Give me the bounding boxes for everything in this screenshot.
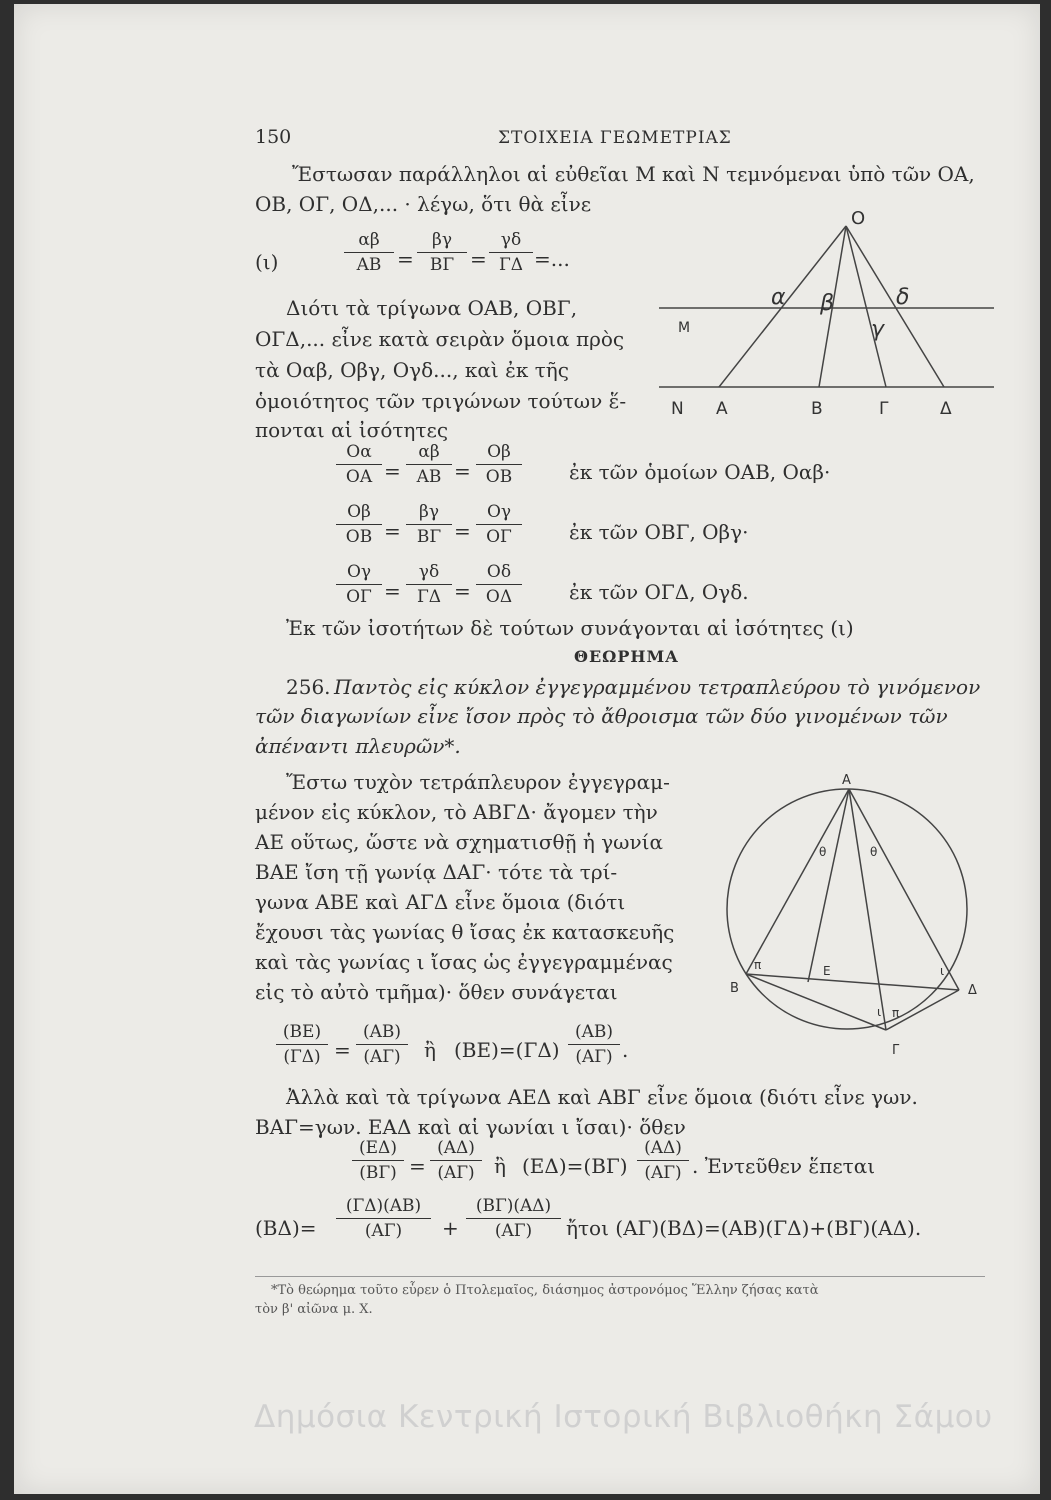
theorem-line-3: ἀπέναντι πλευρῶν*. [255,734,461,758]
label-delta-point: Δ [968,983,977,998]
fraction-numerator: αβ [358,230,380,250]
proof-line: Διότι τὰ τρίγωνα ΟΑΒ, ΟΒΓ, [286,296,578,320]
label-gamma-point: Γ [892,1043,900,1058]
ratio-fraction: Οα ΟΑ [336,442,382,487]
book-page: 150 ΣΤΟΙΧΕΙΑ ΓΕΩΜΕΤΡΙΑΣ Ἔστωσαν παράλληλοι αἱ εὐθεῖαι Μ καὶ Ν τεμνόμεναι ὑπὸ τῶν ΟΑ, ΟΒ, ΟΓ, ΟΔ,... · λέγω, ὅτι θὰ εἶνε (ι) αβ ΑΒ = βγ ΒΓ = γδ ΓΔ =... Διότι τὰ τρίγωνα ΟΑΒ, ΟΒΓ, ΟΓΔ,... εἶνε κατὰ σειρὰν ὅμοια πρὸς τὰ Οαβ, Οβγ, Ογδ..., καὶ ἐκ τῆς ὁμοιότητος τῶν τριγώνων τούτων ἕ- πονται αἱ ἰσότητες O α β γ δ M N A B Γ Δ Οα ΟΑ = αβ ΑΒ = Οβ ΟΒ ἐκ τῶν ὁμοίων ΟΑΒ, Οαβ· Οβ ΟΒ = βγ ΒΓ = Ογ ΟΓ ἐκ τῶν ΟΒΓ, Οβγ· Ογ ΟΓ = γδ ΓΔ = Οδ ΟΔ ἐκ τῶν ΟΓΔ, Ογδ. Ἐκ τῶν ἰσοτήτων δὲ τούτων συνάγονται αἱ ἰσότητες (ι) ΘΕΩΡΗΜΑ 256. Παντὸς εἰς κύκλον ἐγγεγραμμένου τετραπλεύρου τὸ γινόμενον τῶν διαγωνίων εἶνε ἴσον πρὸς τὸ ἄθροισμα τῶν δύο γινομένων τῶν ἀπέναντι πλευρῶν*. Ἔστω τυχὸν τετράπλευρον ἐγγεγραμ- μένον εἰς κύκλον, τὸ ΑΒΓΔ· ἄγομεν τὴν ΑΕ οὕτως, ὥστε νὰ σχηματισθῇ ἡ γωνία ΒΑΕ ἴση τῇ γωνίᾳ ΔΑΓ· τότε τὰ τρί- γωνα ΑΒΕ καὶ ΑΓΔ εἶνε ὅμοια (διότι ἔχουσι τὰς γωνίας θ ἴσας ἐκ κατασκευῆς καὶ τὰς γωνίας ι ἴσας ὡς ἐγγεγραμμένας εἰς τὸ αὐτὸ τμῆμα)· ὅθεν συνάγεται A B Γ Δ E θ θ π π ι ι (ΒΕ) (ΓΔ) = (ΑΒ) (ΑΓ) ἢ (ΒΕ)=(ΓΔ) (ΑΒ) (ΑΓ) . Ἀλλὰ καὶ τὰ τρίγωνα ΑΕΔ καὶ ΑΒΓ εἶνε ὅμοια (διότι εἶνε γων. ΒΑΓ=γων. ΕΑΔ καὶ αἱ γωνίαι ι ἴσαι)· ὅθεν (ΕΔ) (ΒΓ) = (ΑΔ) (ΑΓ) ἢ (ΕΔ)=(ΒΓ) (ΑΔ) (ΑΓ) . Ἐντεῦθεν ἕπεται (ΒΔ)= (ΓΔ)(ΑΒ) (ΑΓ) + (ΒΓ)(ΑΔ) (ΑΓ) ἤτοι (ΑΓ)(ΒΔ)=(ΑΒ)(ΓΔ)+(ΒΓ)(ΑΔ). *Τὸ θεώρημα τοῦτο εὗρεν ὁ Πτολεμαῖος, διάσημος ἀστρονόμος Ἕλλην ζήσας κατὰ τὸν β' αἰῶνα μ. Χ. Δημόσια Κεντρική Ιστορική Βιβλιοθήκη Σάμου [14,4,1040,1494]
eq3-fraction-1: (ΕΔ) (ΒΓ) [352,1138,404,1183]
ratio-fraction: βγ ΒΓ [406,502,452,547]
body-line: Ἔστω τυχὸν τετράπλευρον ἐγγεγραμ- [286,770,670,794]
fraction-numerator: βγ [432,230,452,250]
ratio-fraction: αβ ΑΒ [406,442,452,487]
body-line: Ἀλλὰ καὶ τὰ τρίγωνα ΑΕΔ καὶ ΑΒΓ εἶνε ὅμοια (διότι εἶνε γων. [286,1085,918,1109]
proof-line: ΟΓΔ,... εἶνε κατὰ σειρὰν ὅμοια πρὸς [255,327,625,351]
label-a: A [842,773,851,788]
fraction-denominator: ΒΓ [429,255,455,275]
body-line: ΒΑΕ ἴση τῇ γωνίᾳ ΔΑΓ· τότε τὰ τρί- [255,860,618,884]
label-iota: ι [940,964,945,978]
proof-line: ὁμοιότητος τῶν τριγώνων τούτων ἕ- [255,389,627,413]
footnote-line-2: τὸν β' αἰῶνα μ. Χ. [255,1302,373,1317]
label-delta-point: Δ [940,399,952,419]
proof-line: τὰ Οαβ, Οβγ, Ογδ..., καὶ ἐκ τῆς [255,358,569,382]
eq1-fraction-2 [417,230,467,275]
body-line: εἰς τὸ αὐτὸ τμῆμα)· ὅθεν συνάγεται [255,980,618,1004]
label-iota: ι [877,1005,882,1019]
label-pi: π [754,958,762,972]
eq3-after: . Ἐντεῦθεν ἕπεται [692,1154,876,1178]
ratio-note: ἐκ τῶν ΟΓΔ, Ογδ. [569,580,749,604]
eq4-tail: ἤτοι (ΑΓ)(ΒΔ)=(ΑΒ)(ΓΔ)+(ΒΓ)(ΑΔ). [566,1216,922,1240]
footnote-line-1: *Τὸ θεώρημα τοῦτο εὗρεν ὁ Πτολεμαῖος, διάσημος ἀστρονόμος Ἕλλην ζήσας κατὰ [271,1283,819,1298]
eq4-lhs: (ΒΔ)= [255,1216,317,1240]
ratio-note: ἐκ τῶν ΟΒΓ, Οβγ· [569,520,749,544]
body-line: ΒΑΓ=γων. ΕΑΔ καὶ αἱ γωνίαι ι ἴσαι)· ὅθεν [255,1115,686,1139]
intro-line-1: Ἔστωσαν παράλληλοι αἱ εὐθεῖαι Μ καὶ Ν τεμνόμεναι ὑπὸ τῶν ΟΑ, [292,162,975,186]
ratio-fraction: Οβ ΟΒ [476,442,522,487]
body-line: γωνα ΑΒΕ καὶ ΑΓΔ εἶνε ὅμοια (διότι [255,890,626,914]
intro-line-2: ΟΒ, ΟΓ, ΟΔ,... · λέγω, ὅτι θὰ εἶνε [255,192,592,216]
equation-label: (ι) [255,250,279,274]
eq3-fraction-3: (ΑΔ) (ΑΓ) [637,1138,689,1183]
label-b: B [811,399,823,419]
eq2-fraction-2: (ΑΒ) (ΑΓ) [356,1022,408,1067]
ratio-fraction: Ογ ΟΓ [336,562,382,607]
proof-line: πονται αἱ ἰσότητες [255,418,449,442]
fraction-numerator: γδ [500,230,522,250]
eq2-eta: ἢ [424,1038,436,1062]
eq2-fraction-1: (ΒΕ) (ΓΔ) [276,1022,328,1067]
eq4-fraction-2: (ΒΓ)(ΑΔ) (ΑΓ) [466,1196,561,1241]
label-m: M [678,320,691,336]
theorem-heading: ΘΕΩΡΗΜΑ [574,647,679,666]
library-watermark: Δημόσια Κεντρική Ιστορική Βιβλιοθήκη Σάμου [254,1399,993,1435]
label-gamma-point: Γ [879,399,889,419]
ratio-fraction: γδ ΓΔ [406,562,452,607]
eq1-fraction-3 [489,230,533,275]
label-pi: π [892,1006,900,1020]
label-o: O [851,208,866,229]
label-alpha: α [771,285,786,310]
page-number: 150 [255,126,292,148]
eq4-fraction-1: (ΓΔ)(ΑΒ) (ΑΓ) [336,1196,431,1241]
fraction-denominator: ΓΔ [498,255,524,275]
label-delta: δ [896,285,910,310]
eq1-fraction-1 [344,230,394,275]
body-line: καὶ τὰς γωνίας ι ἴσας ὡς ἐγγεγραμμένας [255,950,673,974]
parallel-lines-figure [654,204,999,429]
ratio-fraction: Οδ ΟΔ [476,562,522,607]
body-line: μένον εἰς κύκλον, τὸ ΑΒΓΔ· ἄγομεν τὴν [255,800,658,824]
conclusion-line: Ἐκ τῶν ἰσοτήτων δὲ τούτων συνάγονται αἱ ἰσότητες (ι) [286,616,854,640]
running-title: ΣΤΟΙΧΕΙΑ ΓΕΩΜΕΤΡΙΑΣ [498,128,732,148]
theorem-line-2: τῶν διαγωνίων εἶνε ἴσον πρὸς τὸ ἄθροισμα τῶν δύο γινομένων τῶν [255,704,948,728]
eq4-plus: + [442,1216,459,1240]
fraction-denominator: ΑΒ [356,255,382,275]
eq2-fraction-3: (ΑΒ) (ΑΓ) [568,1022,620,1067]
eq3-fraction-2: (ΑΔ) (ΑΓ) [430,1138,482,1183]
label-a: A [716,399,728,419]
eq1-tail: =... [534,247,570,271]
footnote-rule [255,1276,985,1277]
label-b: B [730,981,739,996]
label-n: N [671,399,684,419]
body-line: ΑΕ οὕτως, ὥστε νὰ σχηματισθῇ ἡ γωνία [255,830,663,854]
inscribed-quadrilateral-figure [714,764,1014,1084]
label-theta: θ [870,845,878,859]
theorem-number: 256. [286,675,331,699]
eq3-eta: ἢ [494,1154,506,1178]
label-e: E [823,964,831,978]
body-line: ἔχουσι τὰς γωνίας θ ἴσας ἐκ κατασκευῆς [255,920,675,944]
theorem-line-1: Παντὸς εἰς κύκλον ἐγγεγραμμένου τετραπλεύρου τὸ γινόμενον [334,675,981,699]
label-beta: β [820,291,835,316]
label-gamma: γ [871,317,885,342]
ratio-fraction: Ογ ΟΓ [476,502,522,547]
eq3-lhs: (ΕΔ)=(ΒΓ) [522,1154,628,1178]
eq2-lhs: (ΒΕ)=(ΓΔ) [454,1038,560,1062]
ratio-fraction: Οβ ΟΒ [336,502,382,547]
ratio-note: ἐκ τῶν ὁμοίων ΟΑΒ, Οαβ· [569,460,831,484]
label-theta: θ [819,845,827,859]
